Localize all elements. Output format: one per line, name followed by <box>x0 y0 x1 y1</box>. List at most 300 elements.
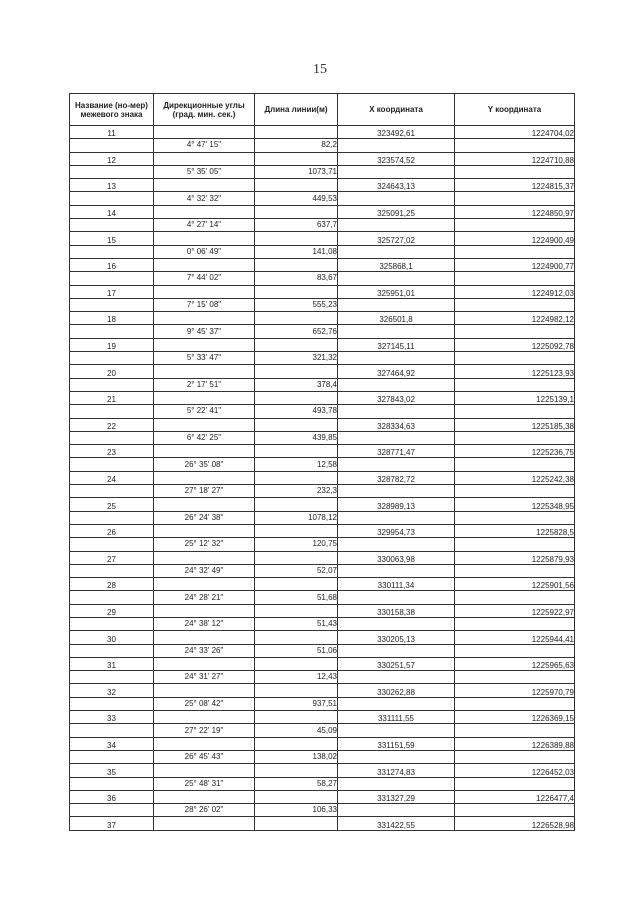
direction-angle: 0° 06' 49" <box>154 245 255 258</box>
y-coordinate: 1224850,97 <box>455 205 575 218</box>
direction-angle: 4° 32' 32" <box>154 192 255 205</box>
line-length: 378,4 <box>255 378 338 391</box>
length-empty <box>255 524 338 537</box>
point-name: 22 <box>70 418 154 431</box>
x-coordinate: 331111,55 <box>338 711 455 724</box>
y-coordinate: 1225965,63 <box>455 657 575 670</box>
name-empty <box>70 564 154 577</box>
point-name: 28 <box>70 578 154 591</box>
y-empty <box>455 485 575 498</box>
angle-empty <box>154 126 255 139</box>
point-name: 33 <box>70 711 154 724</box>
length-empty <box>255 126 338 139</box>
name-empty <box>70 724 154 737</box>
x-coordinate: 328989,13 <box>338 498 455 511</box>
y-empty <box>455 591 575 604</box>
name-empty <box>70 485 154 498</box>
angle-empty <box>154 338 255 351</box>
length-empty <box>255 657 338 670</box>
name-empty <box>70 139 154 152</box>
point-name: 21 <box>70 391 154 404</box>
angle-empty <box>154 737 255 750</box>
length-empty <box>255 578 338 591</box>
y-coordinate: 1225348,95 <box>455 498 575 511</box>
direction-angle: 25° 08' 42" <box>154 697 255 710</box>
line-length: 637,7 <box>255 219 338 232</box>
point-row <box>70 551 575 564</box>
length-empty <box>255 418 338 431</box>
point-row <box>70 524 575 537</box>
y-empty <box>455 298 575 311</box>
y-empty <box>455 165 575 178</box>
point-row <box>70 205 575 218</box>
x-coordinate: 328334,63 <box>338 418 455 431</box>
direction-angle: 24° 31' 27" <box>154 671 255 684</box>
x-empty <box>338 697 455 710</box>
name-empty <box>70 538 154 551</box>
angle-empty <box>154 631 255 644</box>
angle-empty <box>154 179 255 192</box>
y-coordinate: 1225185,38 <box>455 418 575 431</box>
y-coordinate: 1226389,88 <box>455 737 575 750</box>
direction-angle: 26° 24' 38" <box>154 511 255 524</box>
line-length: 1073,71 <box>255 165 338 178</box>
x-empty <box>338 485 455 498</box>
segment-row <box>70 219 575 232</box>
y-empty <box>455 538 575 551</box>
point-name: 25 <box>70 498 154 511</box>
segment-row <box>70 165 575 178</box>
point-row <box>70 445 575 458</box>
segment-row <box>70 378 575 391</box>
header-x: X координата <box>338 94 455 126</box>
segment-row <box>70 671 575 684</box>
angle-empty <box>154 578 255 591</box>
y-empty <box>455 219 575 232</box>
y-coordinate: 1224982,12 <box>455 312 575 325</box>
header-length: Длина линии(м) <box>255 94 338 126</box>
y-empty <box>455 644 575 657</box>
line-length: 51,06 <box>255 644 338 657</box>
y-coordinate: 1225828,5 <box>455 524 575 537</box>
x-empty <box>338 564 455 577</box>
y-empty <box>455 405 575 418</box>
x-empty <box>338 777 455 790</box>
x-coordinate: 331422,55 <box>338 817 455 830</box>
point-row <box>70 684 575 697</box>
line-length: 106,33 <box>255 804 338 817</box>
length-empty <box>255 365 338 378</box>
point-name: 35 <box>70 764 154 777</box>
name-empty <box>70 219 154 232</box>
point-row <box>70 285 575 298</box>
direction-angle: 26° 35' 08" <box>154 458 255 471</box>
x-coordinate: 324643,13 <box>338 179 455 192</box>
y-empty <box>455 458 575 471</box>
point-row <box>70 604 575 617</box>
name-empty <box>70 777 154 790</box>
x-empty <box>338 671 455 684</box>
segment-row <box>70 458 575 471</box>
name-empty <box>70 591 154 604</box>
y-empty <box>455 671 575 684</box>
x-empty <box>338 405 455 418</box>
point-name: 23 <box>70 445 154 458</box>
name-empty <box>70 298 154 311</box>
x-empty <box>338 724 455 737</box>
angle-empty <box>154 258 255 271</box>
x-coordinate: 330158,38 <box>338 604 455 617</box>
line-length: 493,78 <box>255 405 338 418</box>
name-empty <box>70 511 154 524</box>
x-coordinate: 330111,34 <box>338 578 455 591</box>
direction-angle: 6° 42' 25" <box>154 431 255 444</box>
point-name: 17 <box>70 285 154 298</box>
y-coordinate: 1225970,79 <box>455 684 575 697</box>
line-length: 141,08 <box>255 245 338 258</box>
x-empty <box>338 511 455 524</box>
angle-empty <box>154 711 255 724</box>
direction-angle: 5° 35' 05" <box>154 165 255 178</box>
point-row <box>70 790 575 803</box>
x-empty <box>338 458 455 471</box>
segment-row <box>70 644 575 657</box>
x-coordinate: 329954,73 <box>338 524 455 537</box>
line-length: 82,2 <box>255 139 338 152</box>
name-empty <box>70 804 154 817</box>
y-empty <box>455 139 575 152</box>
table-body <box>70 126 575 831</box>
segment-row <box>70 352 575 365</box>
x-empty <box>338 617 455 630</box>
x-coordinate: 323492,61 <box>338 126 455 139</box>
point-name: 37 <box>70 817 154 830</box>
angle-empty <box>154 471 255 484</box>
line-length: 652,76 <box>255 325 338 338</box>
y-empty <box>455 192 575 205</box>
name-empty <box>70 617 154 630</box>
segment-row <box>70 617 575 630</box>
point-row <box>70 418 575 431</box>
line-length: 321,32 <box>255 352 338 365</box>
segment-row <box>70 405 575 418</box>
y-coordinate: 1226452,03 <box>455 764 575 777</box>
angle-empty <box>154 790 255 803</box>
length-empty <box>255 764 338 777</box>
segment-row <box>70 325 575 338</box>
direction-angle: 5° 33' 47" <box>154 352 255 365</box>
direction-angle: 4° 27' 14" <box>154 219 255 232</box>
direction-angle: 26° 45' 43" <box>154 750 255 763</box>
x-coordinate: 325951,01 <box>338 285 455 298</box>
x-empty <box>338 298 455 311</box>
y-coordinate: 1225139,1 <box>455 391 575 404</box>
x-coordinate: 331151,59 <box>338 737 455 750</box>
length-empty <box>255 232 338 245</box>
x-coordinate: 331327,29 <box>338 790 455 803</box>
angle-empty <box>154 205 255 218</box>
direction-angle: 27° 22' 19" <box>154 724 255 737</box>
point-row <box>70 179 575 192</box>
point-row <box>70 126 575 139</box>
line-length: 555,23 <box>255 298 338 311</box>
x-coordinate: 328771,47 <box>338 445 455 458</box>
table-header-row <box>70 94 575 126</box>
y-empty <box>455 325 575 338</box>
length-empty <box>255 312 338 325</box>
point-row <box>70 232 575 245</box>
point-name: 14 <box>70 205 154 218</box>
line-length: 51,68 <box>255 591 338 604</box>
y-coordinate: 1225092,78 <box>455 338 575 351</box>
point-name: 24 <box>70 471 154 484</box>
length-empty <box>255 471 338 484</box>
segment-row <box>70 272 575 285</box>
angle-empty <box>154 764 255 777</box>
line-length: 45,09 <box>255 724 338 737</box>
angle-empty <box>154 817 255 830</box>
segment-row <box>70 591 575 604</box>
name-empty <box>70 165 154 178</box>
y-coordinate: 1225123,93 <box>455 365 575 378</box>
point-name: 13 <box>70 179 154 192</box>
x-empty <box>338 139 455 152</box>
point-name: 20 <box>70 365 154 378</box>
length-empty <box>255 258 338 271</box>
length-empty <box>255 684 338 697</box>
name-empty <box>70 750 154 763</box>
direction-angle: 25° 48' 31" <box>154 777 255 790</box>
length-empty <box>255 498 338 511</box>
x-coordinate: 331274,83 <box>338 764 455 777</box>
x-empty <box>338 245 455 258</box>
x-empty <box>338 431 455 444</box>
direction-angle: 24° 32' 49" <box>154 564 255 577</box>
x-coordinate: 326501,8 <box>338 312 455 325</box>
line-length: 51,43 <box>255 617 338 630</box>
y-coordinate: 1224704,02 <box>455 126 575 139</box>
x-coordinate: 327843,02 <box>338 391 455 404</box>
x-coordinate: 328782,72 <box>338 471 455 484</box>
angle-empty <box>154 365 255 378</box>
point-name: 31 <box>70 657 154 670</box>
y-empty <box>455 617 575 630</box>
length-empty <box>255 631 338 644</box>
line-length: 232,3 <box>255 485 338 498</box>
direction-angle: 5° 22' 41" <box>154 405 255 418</box>
x-coordinate: 323574,52 <box>338 152 455 165</box>
segment-row <box>70 245 575 258</box>
x-empty <box>338 591 455 604</box>
x-coordinate: 330262,88 <box>338 684 455 697</box>
direction-angle: 24° 33' 26" <box>154 644 255 657</box>
x-empty <box>338 644 455 657</box>
x-empty <box>338 378 455 391</box>
name-empty <box>70 192 154 205</box>
x-empty <box>338 272 455 285</box>
name-empty <box>70 431 154 444</box>
point-name: 30 <box>70 631 154 644</box>
point-row <box>70 817 575 830</box>
name-empty <box>70 458 154 471</box>
point-name: 15 <box>70 232 154 245</box>
y-coordinate: 1226528,98 <box>455 817 575 830</box>
y-empty <box>455 697 575 710</box>
name-empty <box>70 697 154 710</box>
y-coordinate: 1225922,97 <box>455 604 575 617</box>
direction-angle: 7° 44' 02" <box>154 272 255 285</box>
angle-empty <box>154 604 255 617</box>
point-row <box>70 578 575 591</box>
direction-angle: 7° 15' 08" <box>154 298 255 311</box>
y-coordinate: 1225879,93 <box>455 551 575 564</box>
angle-empty <box>154 657 255 670</box>
length-empty <box>255 790 338 803</box>
y-empty <box>455 272 575 285</box>
segment-row <box>70 192 575 205</box>
x-coordinate: 325868,1 <box>338 258 455 271</box>
line-length: 120,75 <box>255 538 338 551</box>
y-coordinate: 1224912,03 <box>455 285 575 298</box>
line-length: 1078,12 <box>255 511 338 524</box>
length-empty <box>255 711 338 724</box>
header-angles: Дирекционные углы (град. мин. сек.) <box>154 94 255 126</box>
direction-angle: 24° 28' 21" <box>154 591 255 604</box>
x-coordinate: 327145,11 <box>338 338 455 351</box>
point-row <box>70 391 575 404</box>
line-length: 83,67 <box>255 272 338 285</box>
length-empty <box>255 205 338 218</box>
y-coordinate: 1224710,88 <box>455 152 575 165</box>
angle-empty <box>154 285 255 298</box>
y-coordinate: 1225236,75 <box>455 445 575 458</box>
direction-angle: 9° 45' 37" <box>154 325 255 338</box>
y-coordinate: 1226477,4 <box>455 790 575 803</box>
name-empty <box>70 671 154 684</box>
name-empty <box>70 352 154 365</box>
line-length: 12,58 <box>255 458 338 471</box>
point-name: 26 <box>70 524 154 537</box>
length-empty <box>255 338 338 351</box>
y-coordinate: 1225901,56 <box>455 578 575 591</box>
y-coordinate: 1224900,77 <box>455 258 575 271</box>
name-empty <box>70 272 154 285</box>
angle-empty <box>154 152 255 165</box>
x-coordinate: 330251,57 <box>338 657 455 670</box>
y-empty <box>455 777 575 790</box>
name-empty <box>70 405 154 418</box>
segment-row <box>70 511 575 524</box>
point-row <box>70 152 575 165</box>
boundary-coordinates-table <box>69 93 575 831</box>
line-length: 439,85 <box>255 431 338 444</box>
x-empty <box>338 325 455 338</box>
angle-empty <box>154 498 255 511</box>
x-coordinate: 330205,13 <box>338 631 455 644</box>
y-empty <box>455 564 575 577</box>
point-row <box>70 657 575 670</box>
point-name: 29 <box>70 604 154 617</box>
segment-row <box>70 485 575 498</box>
point-name: 18 <box>70 312 154 325</box>
x-coordinate: 327464,92 <box>338 365 455 378</box>
length-empty <box>255 391 338 404</box>
point-row <box>70 631 575 644</box>
point-row <box>70 711 575 724</box>
point-row <box>70 471 575 484</box>
y-coordinate: 1226369,15 <box>455 711 575 724</box>
angle-empty <box>154 551 255 564</box>
segment-row <box>70 298 575 311</box>
page-number: 15 <box>313 62 327 77</box>
length-empty <box>255 285 338 298</box>
y-empty <box>455 804 575 817</box>
segment-row <box>70 777 575 790</box>
line-length: 52,07 <box>255 564 338 577</box>
length-empty <box>255 737 338 750</box>
segment-row <box>70 139 575 152</box>
point-row <box>70 498 575 511</box>
point-row <box>70 365 575 378</box>
x-empty <box>338 352 455 365</box>
point-row <box>70 737 575 750</box>
segment-row <box>70 697 575 710</box>
x-coordinate: 325727,02 <box>338 232 455 245</box>
line-length: 449,53 <box>255 192 338 205</box>
x-empty <box>338 165 455 178</box>
point-name: 16 <box>70 258 154 271</box>
y-coordinate: 1225242,38 <box>455 471 575 484</box>
length-empty <box>255 604 338 617</box>
x-coordinate: 330063,98 <box>338 551 455 564</box>
x-coordinate: 325091,25 <box>338 205 455 218</box>
segment-row <box>70 750 575 763</box>
length-empty <box>255 445 338 458</box>
y-empty <box>455 352 575 365</box>
line-length: 12,43 <box>255 671 338 684</box>
x-empty <box>338 219 455 232</box>
point-row <box>70 258 575 271</box>
point-name: 36 <box>70 790 154 803</box>
segment-row <box>70 564 575 577</box>
segment-row <box>70 431 575 444</box>
length-empty <box>255 551 338 564</box>
x-empty <box>338 804 455 817</box>
point-name: 27 <box>70 551 154 564</box>
angle-empty <box>154 312 255 325</box>
line-length: 138,02 <box>255 750 338 763</box>
line-length: 937,51 <box>255 697 338 710</box>
length-empty <box>255 152 338 165</box>
segment-row <box>70 724 575 737</box>
point-name: 34 <box>70 737 154 750</box>
angle-empty <box>154 524 255 537</box>
y-empty <box>455 750 575 763</box>
angle-empty <box>154 232 255 245</box>
y-empty <box>455 378 575 391</box>
name-empty <box>70 378 154 391</box>
angle-empty <box>154 445 255 458</box>
point-name: 11 <box>70 126 154 139</box>
x-empty <box>338 750 455 763</box>
direction-angle: 24° 38' 12" <box>154 617 255 630</box>
y-empty <box>455 724 575 737</box>
x-empty <box>338 192 455 205</box>
y-coordinate: 1224815,37 <box>455 179 575 192</box>
direction-angle: 2° 17' 51" <box>154 378 255 391</box>
angle-empty <box>154 418 255 431</box>
segment-row <box>70 538 575 551</box>
